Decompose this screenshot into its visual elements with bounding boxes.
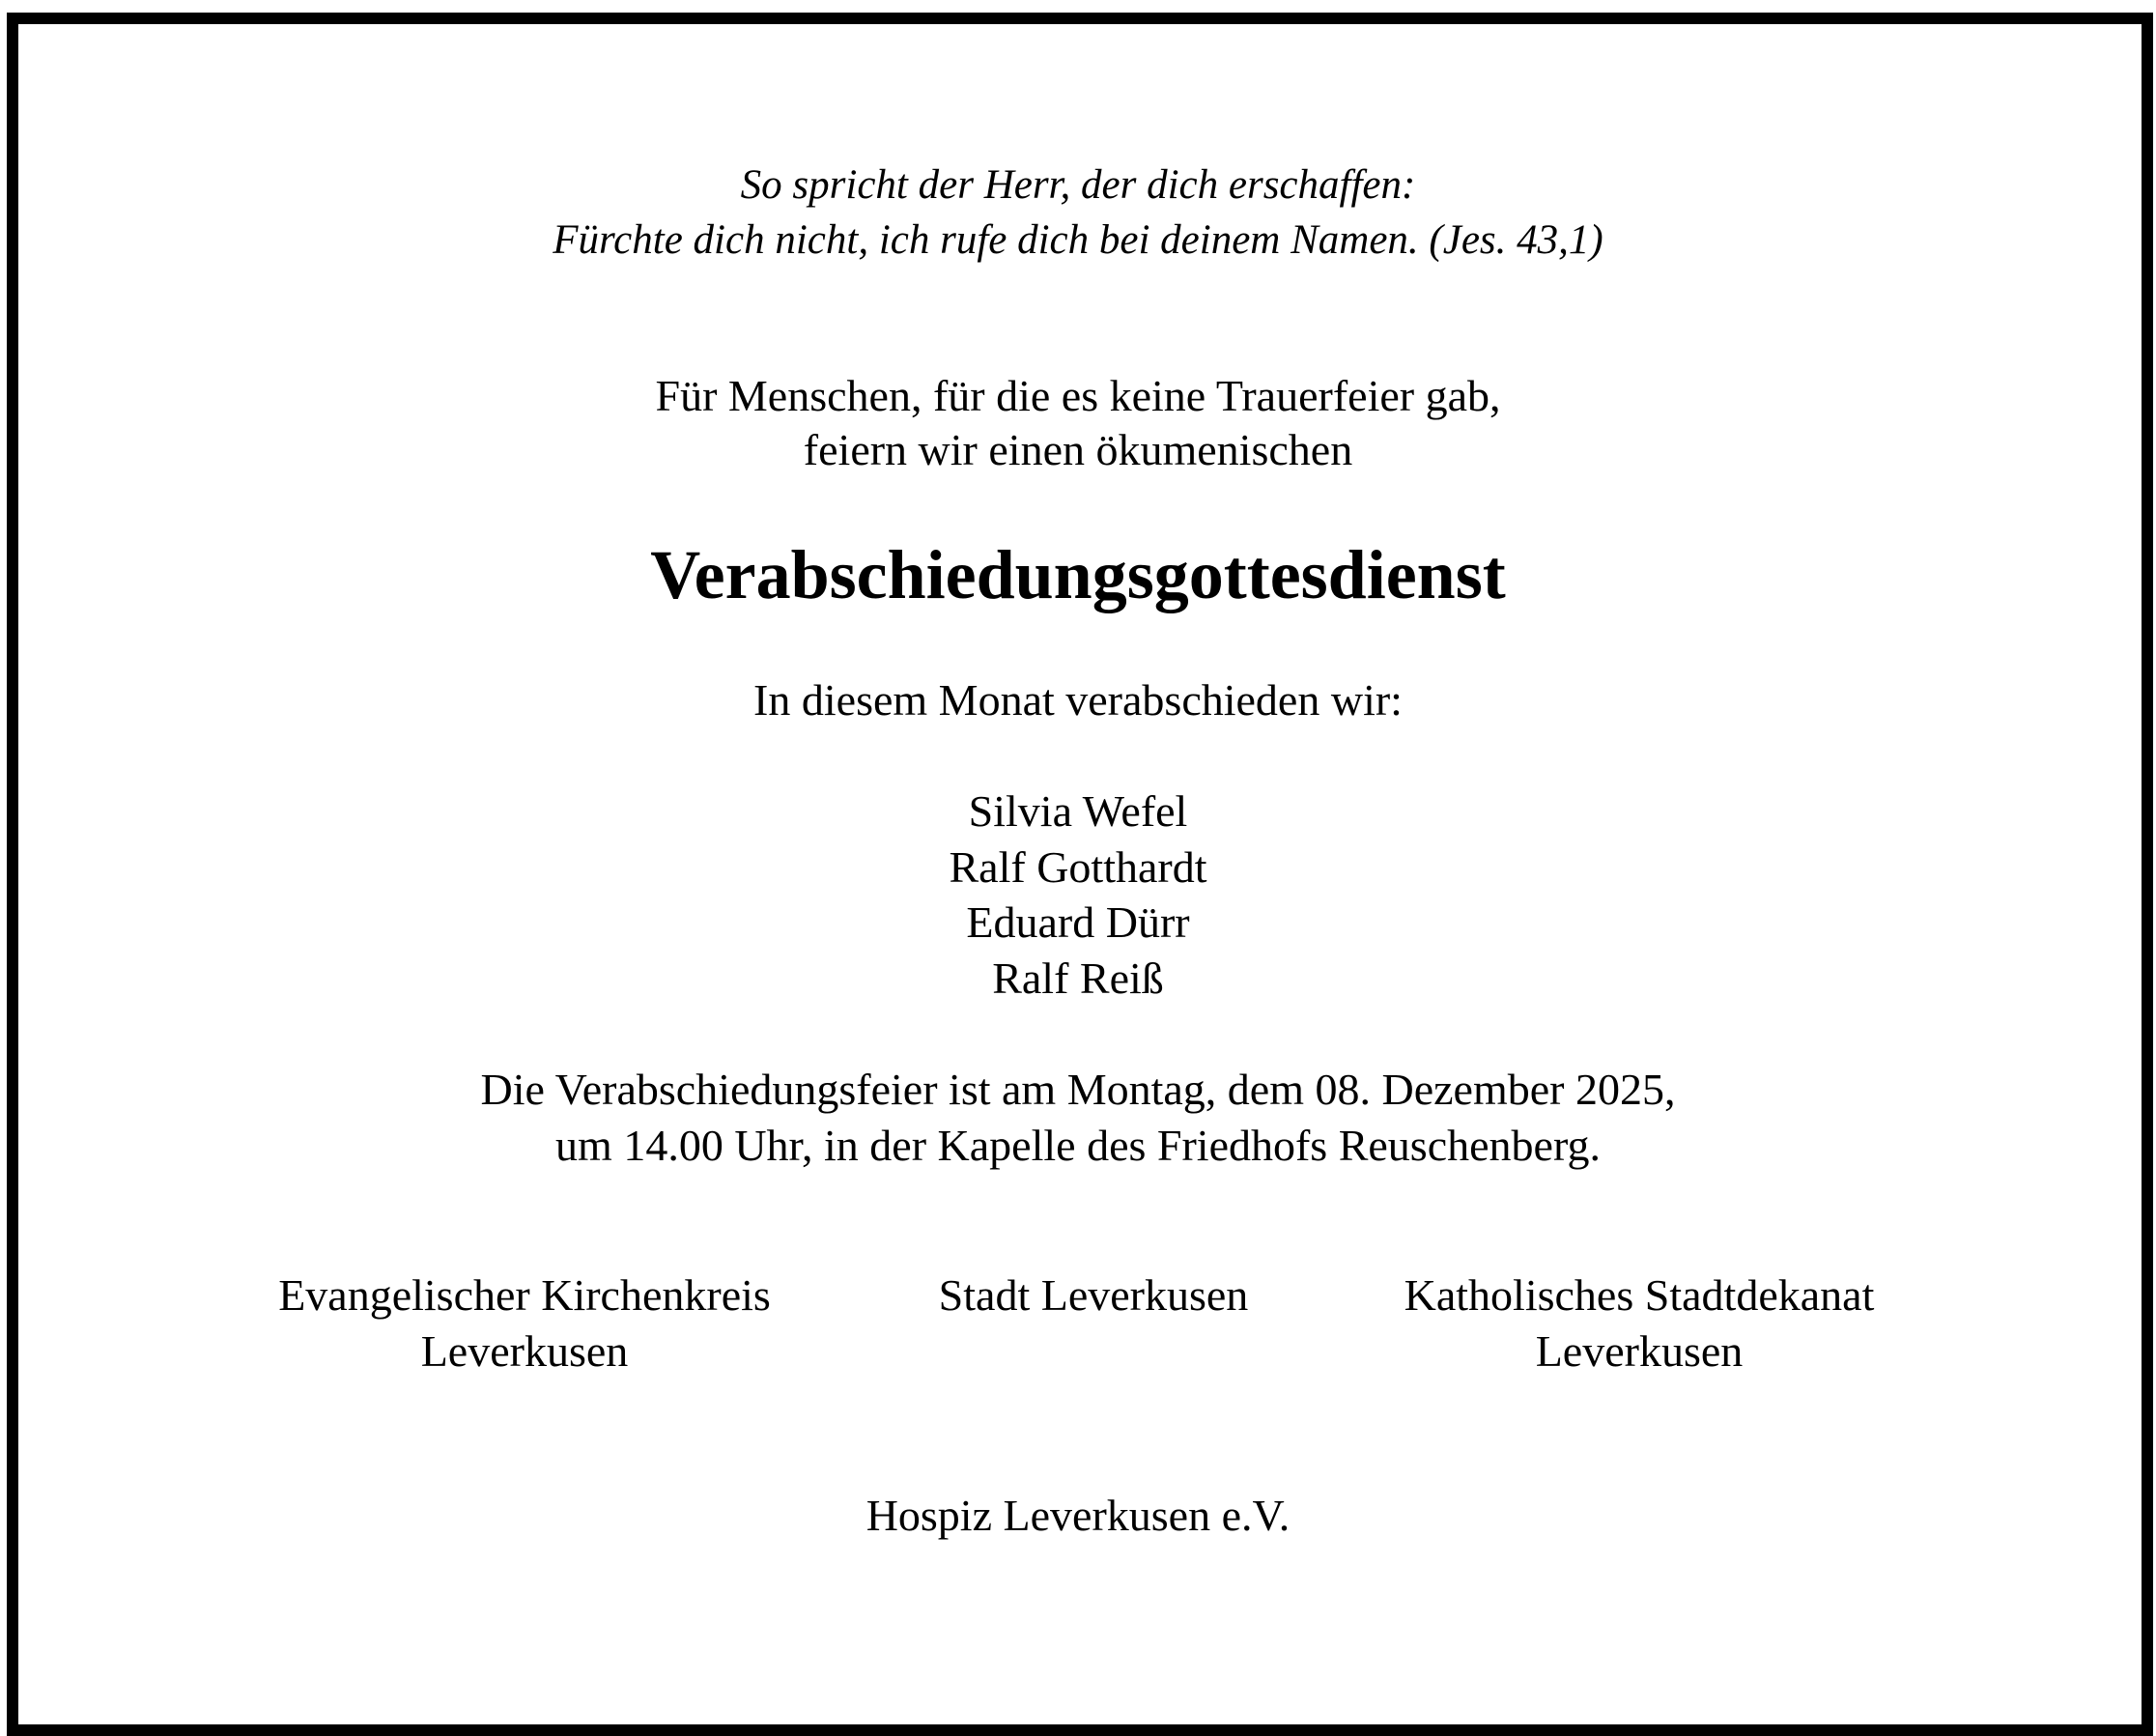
organizer-line-1: Evangelischer Kirchenkreis (278, 1270, 771, 1320)
organizer-line-1: Stadt Leverkusen (938, 1270, 1249, 1320)
list-item: Ralf Reiß (992, 953, 1164, 1003)
event-line-1: Die Verabschiedungsfeier ist am Montag, dem 08. Dezember 2025, (480, 1065, 1676, 1114)
intro-line-1: Für Menschen, für die es keine Trauerfeier gab, (655, 371, 1501, 420)
organizer-catholic (1287, 1267, 1992, 1380)
list-item: Eduard Dürr (966, 897, 1190, 947)
organizer-evangelical (177, 1267, 872, 1380)
verse-line-1: So spricht der Herr, der dich erschaffen: (740, 162, 1416, 208)
page-title: Verabschiedungsgottesdienst (650, 536, 1506, 613)
list-item: Ralf Gotthardt (949, 842, 1207, 892)
list-item: Silvia Wefel (968, 786, 1188, 836)
organizer-line-2: Leverkusen (420, 1326, 629, 1376)
footer-organizer: Hospiz Leverkusen e.V. (865, 1491, 1291, 1540)
organizer-line-1: Katholisches Stadtdekanat (1404, 1270, 1875, 1320)
event-line-2: um 14.00 Uhr, in der Kapelle des Friedhofs Reuschenberg. (555, 1121, 1601, 1170)
month-intro: In diesem Monat verabschieden wir: (753, 675, 1403, 725)
intro-line-2: feiern wir einen ökumenischen (803, 425, 1353, 474)
organizer-city (842, 1267, 1345, 1323)
organizer-line-2: Leverkusen (1535, 1326, 1744, 1376)
verse-line-2: Fürchte dich nicht, ich rufe dich bei deinem Namen. (Jes. 43,1) (553, 217, 1603, 263)
